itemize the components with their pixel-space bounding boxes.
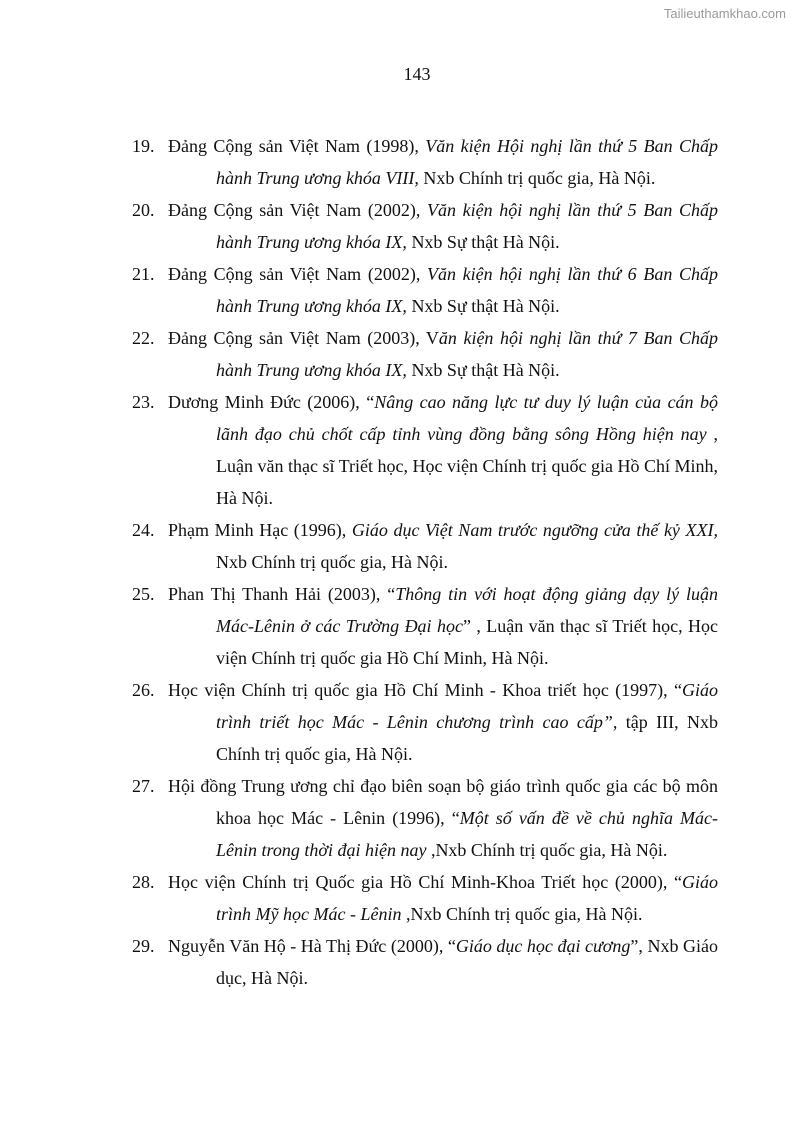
reference-title: Thông tin với hoạt động giảng dạy lý luận Mác-Lênin ở các Trường Đại học <box>216 584 719 636</box>
reference-title: Một số vấn đề về chủ nghĩa Mác-Lênin trong thời đại hiện nay <box>216 808 718 860</box>
reference-number: 28. <box>132 872 155 892</box>
reference-publisher: Nxb Sự thật Hà Nội. <box>406 296 560 316</box>
page-number: 143 <box>403 64 431 84</box>
reference-author-year: Học viện Chính trị quốc gia Hồ Chí Minh - Khoa triết học (1997), “ <box>168 680 682 700</box>
reference-publisher: , Luận văn thạc sĩ Triết học, Học viện Chính trị quốc gia Hồ Chí Minh, Hà Nội. <box>216 424 718 508</box>
reference-item <box>132 130 718 194</box>
reference-title: Văn kiện Hội nghị lần thứ 5 Ban Chấp hành Trung ương khóa VIII, <box>216 136 718 188</box>
reference-title: Giáo dục học đại cương <box>455 936 631 956</box>
reference-number: 23. <box>132 392 155 412</box>
reference-publisher: Nxb Chính trị quốc gia, Hà Nội. <box>216 552 448 572</box>
reference-item <box>132 930 718 994</box>
reference-number: 25. <box>132 584 155 604</box>
reference-author-year: Phạm Minh Hạc (1996), <box>168 520 352 540</box>
reference-publisher: Nxb Sự thật Hà Nội. <box>406 232 560 252</box>
reference-author-year: Phan Thị Thanh Hải (2003), “ <box>168 584 396 604</box>
reference-item <box>132 866 718 930</box>
reference-title: Văn kiện hội nghị lần thứ 6 Ban Chấp hành Trung ương khóa IX, <box>216 264 718 316</box>
reference-number: 20. <box>132 200 155 220</box>
reference-number: 29. <box>132 936 155 956</box>
reference-number: 22. <box>132 328 155 348</box>
reference-number: 24. <box>132 520 155 540</box>
reference-publisher: Nxb Chính trị quốc gia, Hà Nội. <box>418 168 656 188</box>
reference-title: ăn kiện hội nghị lần thứ 7 Ban Chấp hành Trung ương khóa IX, <box>216 328 718 380</box>
reference-publisher: ” , Luận văn thạc sĩ Triết học, Học viện Chính trị quốc gia Hồ Chí Minh, Hà Nội. <box>216 616 719 668</box>
reference-title: Giáo dục Việt Nam trước ngưỡng cửa thế kỷ XXI, <box>351 520 718 540</box>
reference-author-year: Đảng Cộng sản Việt Nam (2002), <box>168 264 427 284</box>
reference-item <box>132 386 718 514</box>
reference-item <box>132 578 718 674</box>
reference-number: 19. <box>132 136 155 156</box>
reference-title: Nâng cao năng lực tư duy lý luận của cán bộ lãnh đạo chủ chốt cấp tỉnh vùng đồng bằng sông Hồng hiện nay <box>216 392 718 444</box>
reference-publisher: Nxb Sự thật Hà Nội. <box>406 360 560 380</box>
reference-author-year: Đảng Cộng sản Việt Nam (1998), <box>168 136 426 156</box>
reference-number: 26. <box>132 680 155 700</box>
reference-publisher: ”, Nxb Giáo dục, Hà Nội. <box>216 936 718 988</box>
reference-number: 21. <box>132 264 155 284</box>
reference-publisher: tập III, Nxb Chính trị quốc gia, Hà Nội. <box>216 712 718 764</box>
reference-list <box>132 130 718 994</box>
reference-publisher: ,Nxb Chính trị quốc gia, Hà Nội. <box>426 840 668 860</box>
reference-number: 27. <box>132 776 155 796</box>
reference-item <box>132 514 718 578</box>
reference-author-year: Hội đồng Trung ương chỉ đạo biên soạn bộ giáo trình quốc gia các bộ môn khoa học Mác - Lênin (1996), “ <box>168 776 718 828</box>
watermark: Tailieuthamkhao.com <box>663 6 786 21</box>
reference-title: Giáo trình Mỹ học Mác - Lênin <box>216 872 718 924</box>
reference-author-year: Nguyễn Văn Hộ - Hà Thị Đức (2000), “ <box>168 936 456 956</box>
reference-author-year: Đảng Cộng sản Việt Nam (2003), V <box>168 328 439 348</box>
reference-author-year: Học viện Chính trị Quốc gia Hồ Chí Minh-Khoa Triết học (2000), “ <box>168 872 682 892</box>
reference-item <box>132 258 718 322</box>
reference-author-year: Dương Minh Đức (2006), “ <box>168 392 375 412</box>
reference-title: Văn kiện hội nghị lần thứ 5 Ban Chấp hành Trung ương khóa IX, <box>216 200 718 252</box>
reference-item <box>132 770 718 866</box>
reference-item <box>132 674 718 770</box>
reference-author-year: Đảng Cộng sản Việt Nam (2002), <box>168 200 427 220</box>
reference-publisher: ,Nxb Chính trị quốc gia, Hà Nội. <box>401 904 643 924</box>
reference-title: Giáo trình triết học Mác - Lênin chương trình cao cấp”, <box>216 680 718 732</box>
reference-item <box>132 322 718 386</box>
reference-item <box>132 194 718 258</box>
